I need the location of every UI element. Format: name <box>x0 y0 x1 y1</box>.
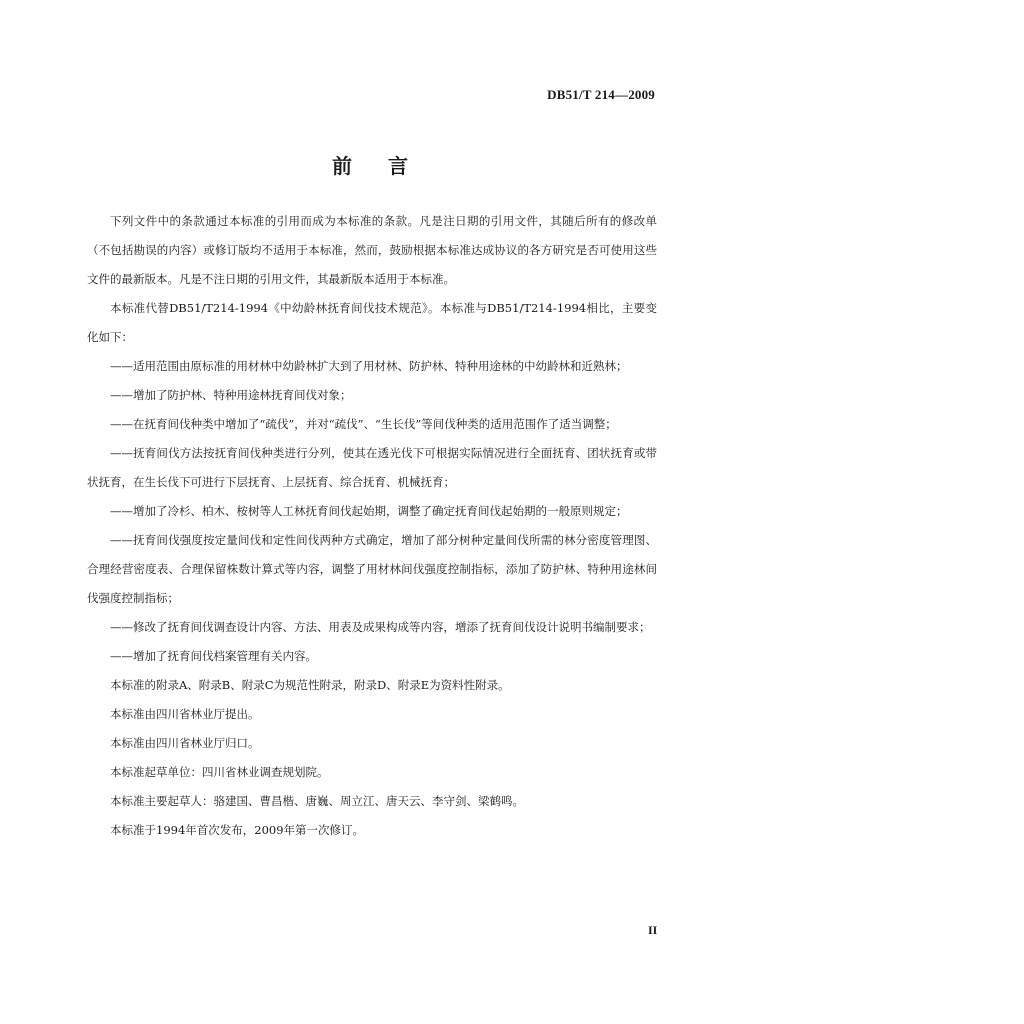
body-text <box>87 207 657 845</box>
paragraph-citation-clause: 下列文件中的条款通过本标准的引用而成为本标准的条款。凡是注日期的引用文件，其随后所有的修改单（不包括勘误的内容）或修订版均不适用于本标准，然而，鼓励根据本标准达成协议的各方研究是否可使用这些文件的最新版本。凡是不注日期的引用文件，其最新版本适用于本标准。 <box>87 214 657 286</box>
standard-code-header: DB51/T 214—2009 <box>547 87 655 102</box>
paragraph-change-scope: ——适用范围由原标准的用材林中幼龄林扩大到了用材林、防护林、特种用途林的中幼龄林和近熟林； <box>110 359 628 373</box>
paragraph-drafting-unit: 本标准起草单位：四川省林业调查规划院。 <box>110 765 329 779</box>
paragraph-change-archives: ——增加了抚育间伐档案管理有关内容。 <box>110 649 317 663</box>
paragraph-administered-by: 本标准由四川省林业厅归口。 <box>110 736 260 750</box>
paragraph-proposed-by: 本标准由四川省林业厅提出。 <box>110 707 260 721</box>
paragraph-change-methods: ——抚育间伐方法按抚育间伐种类进行分列，使其在透光伐下可根据实际情况进行全面抚育、团状抚育或带状抚育，在生长伐下可进行下层抚育、上层抚育、综合抚育、机械抚育； <box>87 446 657 489</box>
paragraph-change-survey-design: ——修改了抚育间伐调查设计内容、方法、用表及成果构成等内容，增添了抚育间伐设计说明书编制要求； <box>110 620 651 634</box>
page-title: 前言 <box>332 154 444 178</box>
paragraph-replacement-statement: 本标准代替DB51/T214-1994《中幼龄林抚育间伐技术规范》。本标准与DB51/T214-1994相比，主要变化如下： <box>87 301 657 344</box>
paragraph-change-start-period: ——增加了冷杉、柏木、桉树等人工林抚育间伐起始期，调整了确定抚育间伐起始期的一般原则规定； <box>110 504 628 518</box>
paragraph-change-objects: ——增加了防护林、特种用途林抚育间伐对象； <box>110 388 352 402</box>
paragraph-change-intensity: ——抚育间伐强度按定量间伐和定性间伐两种方式确定，增加了部分树种定量间伐所需的林分密度管理图、合理经营密度表、合理保留株数计算式等内容，调整了用材林间伐强度控制指标，添加了防护林、特种用途林间伐强度控制指标； <box>87 533 657 605</box>
paragraph-appendices: 本标准的附录A、附录B、附录C为规范性附录，附录D、附录E为资料性附录。 <box>110 678 510 692</box>
paragraph-change-thinning-types: ——在抚育间伐种类中增加了“疏伐”，并对“疏伐”、“生长伐”等间伐种类的适用范围作了适当调整； <box>110 417 617 431</box>
page-number: II <box>648 923 658 937</box>
paragraph-drafters: 本标准主要起草人：骆建国、曹昌楷、唐巍、周立江、唐天云、李守剑、梁鹤鸣。 <box>110 794 524 808</box>
paragraph-release-history: 本标准于1994年首次发布，2009年第一次修订。 <box>110 823 365 837</box>
